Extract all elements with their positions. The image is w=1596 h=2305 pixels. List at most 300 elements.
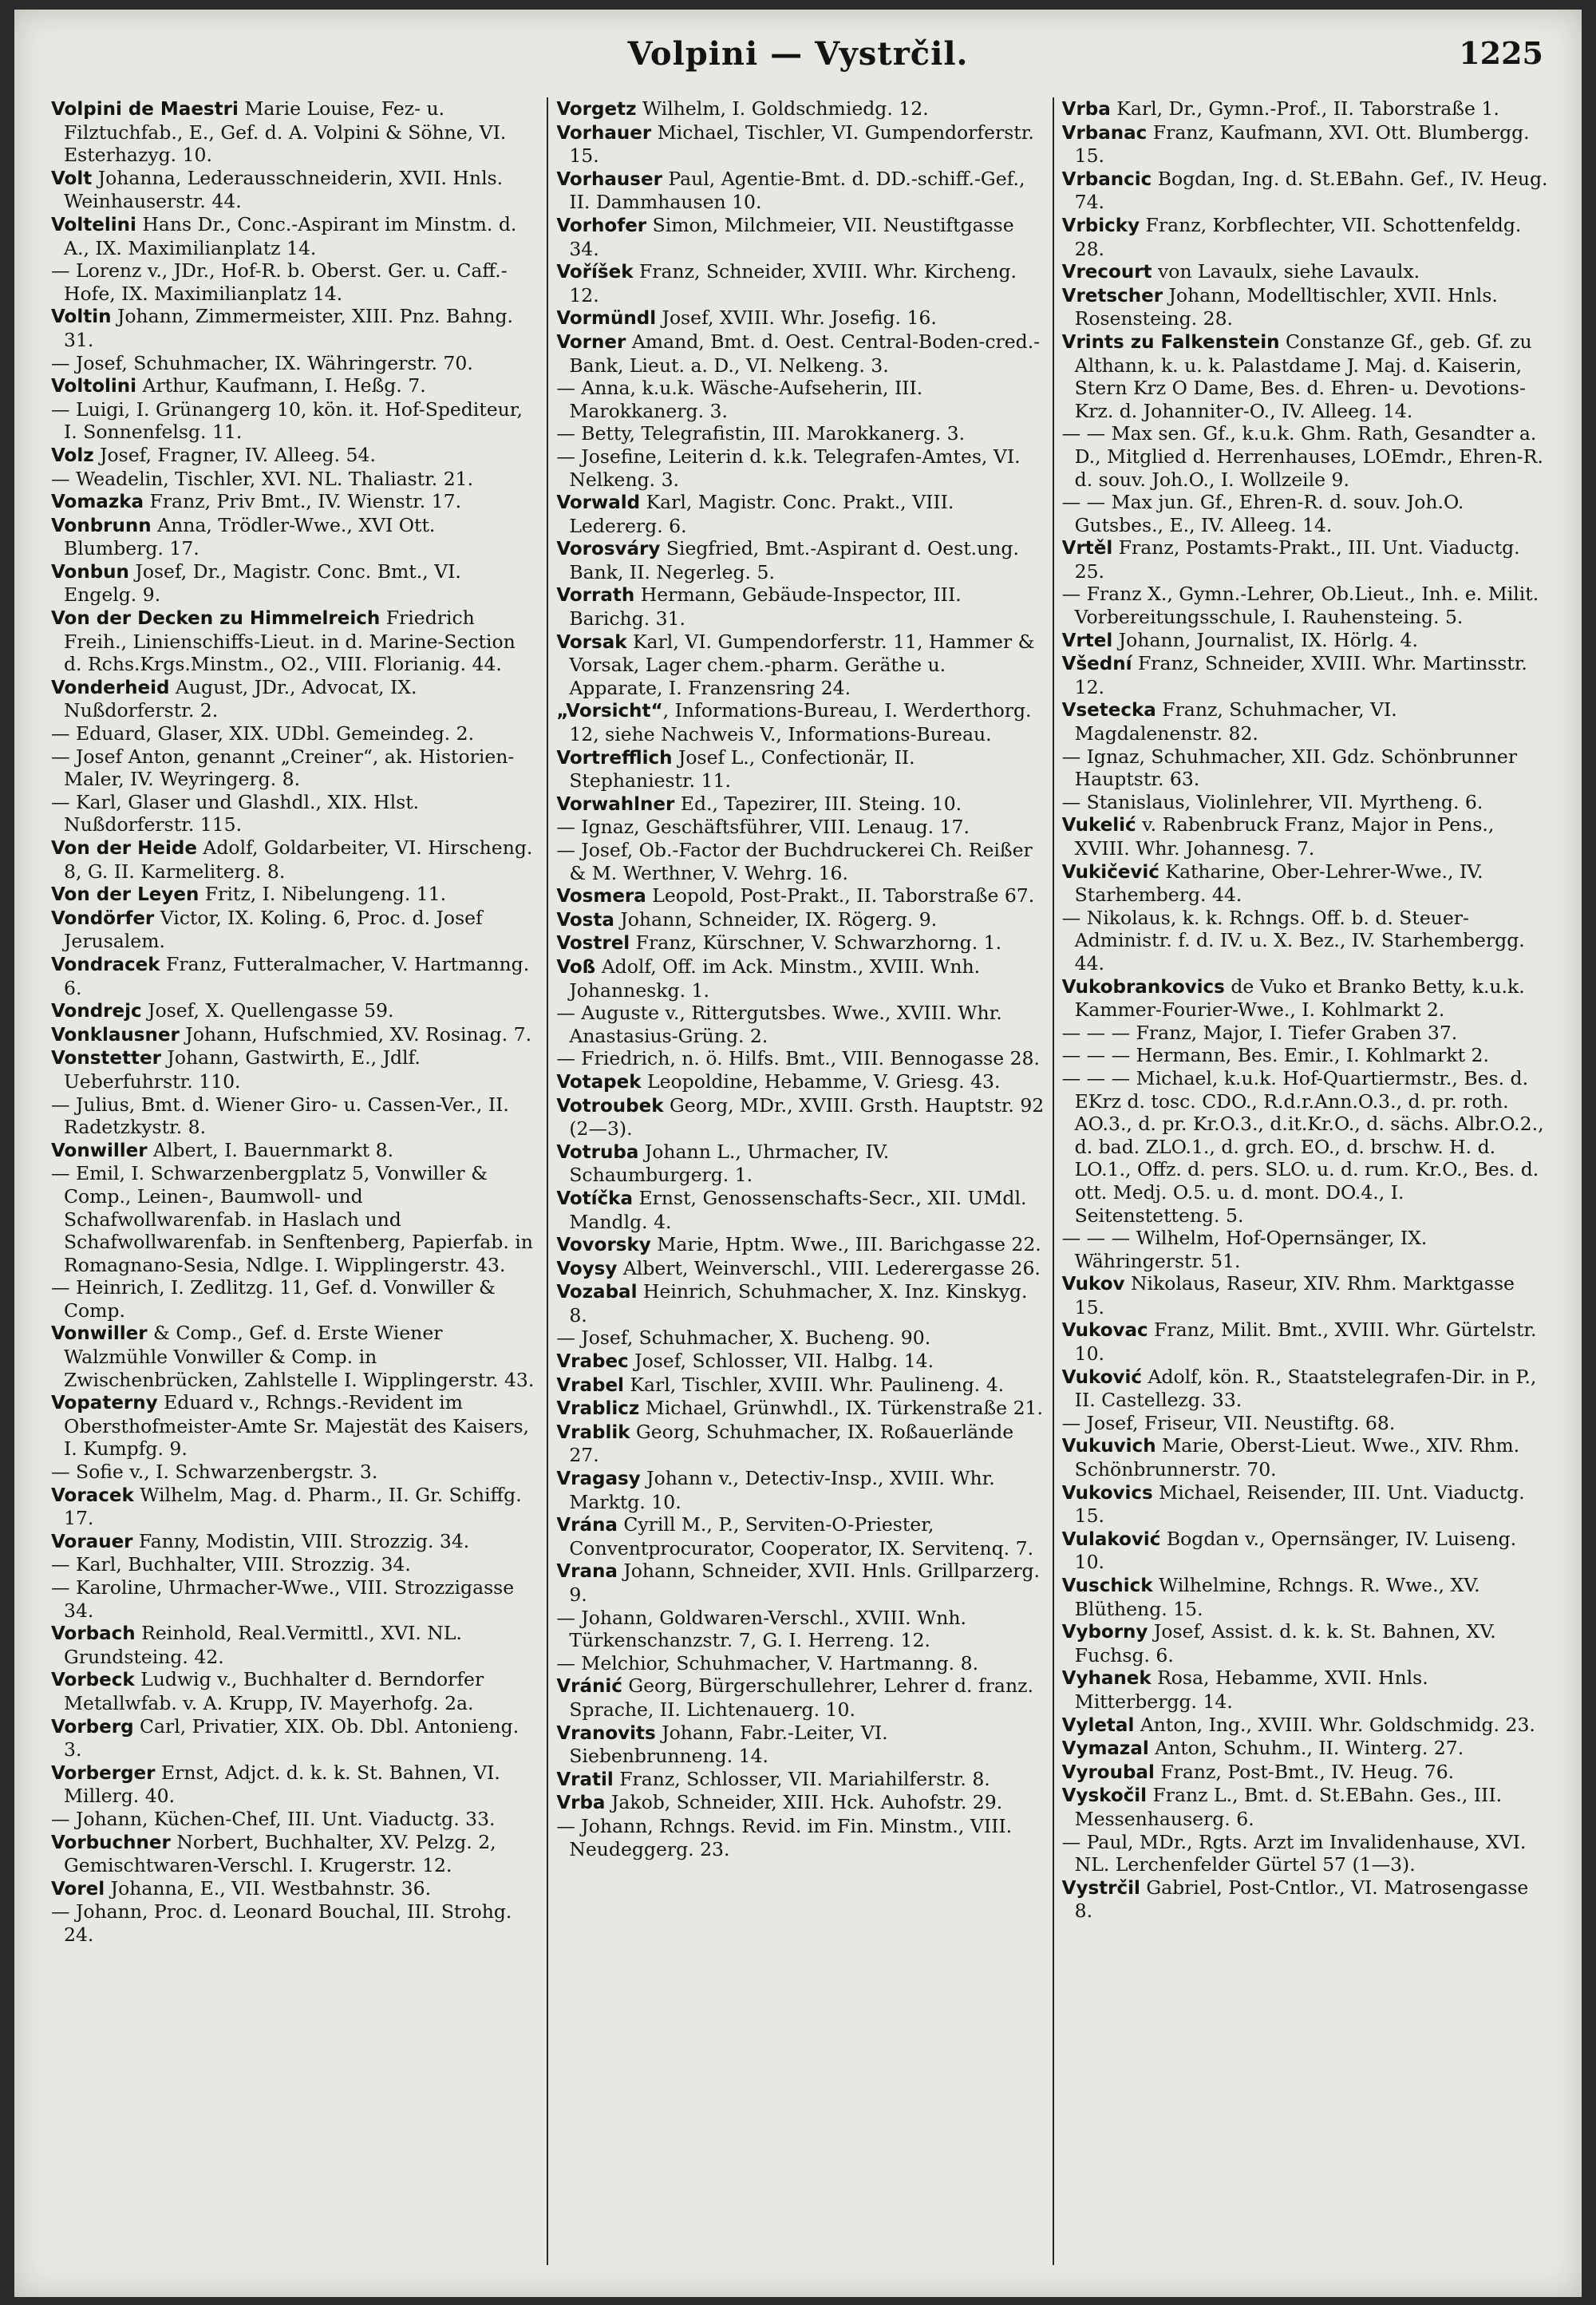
entry-text: Johann, Schneider, XVII. Hnls. Grillparzerg. 9. <box>569 1560 1041 1606</box>
directory-entry <box>556 1467 1044 1513</box>
entry-text: Fritz, I. Nibelungeng. 11. <box>199 883 447 906</box>
entry-text: Michael, Grünwhdl., IX. Türkenstraße 21. <box>639 1397 1043 1420</box>
entry-surname: Vretscher <box>1061 285 1163 306</box>
directory-entry <box>556 168 1044 214</box>
entry-text: Wilhelmine, Rchngs. R. Wwe., XV. Blütheng. 15. <box>1074 1574 1480 1620</box>
entry-text: Ed., Tapezirer, III. Steing. 10. <box>674 792 962 815</box>
entry-text: , Informations-Bureau, I. Werderthorg. 12, siehe Nachweis V., Informations-Bureau. <box>569 699 1032 746</box>
entry-text: — Lorenz v., JDr., Hof-R. b. Oberst. Ger. u. Caff.-Hofe, IX. Maximilianplatz 14. <box>51 259 508 305</box>
entry-surname: Vorner <box>556 331 626 353</box>
entry-text: — Stanislaus, Violinlehrer, VII. Myrtheng. 6. <box>1061 790 1483 813</box>
directory-entry <box>556 1560 1044 1606</box>
entry-surname: Vrablicz <box>556 1398 640 1420</box>
directory-entry <box>1062 813 1550 860</box>
entry-text: Constanze Gf., geb. Gf. zu Althann, k. u. k. Palastdame J. Maj. d. Kaiserin, Stern Krz O Dame, Bes. d. Ehren- u. Devotions-Krz. d. Johanniter-O., IV. Alleeg. 14. <box>1074 330 1532 422</box>
directory-entry <box>51 1715 539 1761</box>
entry-surname: Vyhanek <box>1061 1668 1152 1690</box>
entry-surname: Vrtel <box>1061 630 1113 651</box>
entry-surname: Vomazka <box>51 492 144 513</box>
directory-entry <box>556 1280 1044 1326</box>
entry-surname: Vosta <box>556 909 614 931</box>
entry-text: Leopold, Post-Prakt., II. Taborstraße 67. <box>646 884 1035 907</box>
directory-entry <box>51 259 539 305</box>
directory-entry <box>1062 97 1550 121</box>
entry-text: Ernst, Adjct. d. k. k. St. Bahnen, VI. Millerg. 40. <box>64 1761 500 1808</box>
directory-entry <box>51 1622 539 1668</box>
directory-entry <box>51 1553 539 1576</box>
entry-surname: Všední <box>1061 654 1132 675</box>
directory-entry <box>1062 1481 1550 1528</box>
entry-surname: Vystrčil <box>1061 1877 1140 1899</box>
directory-entry <box>1062 1412 1550 1435</box>
entry-surname: Vrba <box>556 1793 606 1814</box>
directory-entry <box>1062 652 1550 698</box>
entry-text: — Melchior, Schuhmacher, V. Hartmanng. 8. <box>556 1651 979 1674</box>
entry-surname: Vukuvich <box>1061 1436 1156 1457</box>
entry-text: — — — Michael, k.u.k. Hof-Quartiermstr., Bes. d. EKrz d. tosc. CDO., R.d.r.Ann.O.3., d. pr. roth. AO.3., d. pr. Kr.O.3., d.it.Kr.O., d. sächs. Albr.O.2., d. bad. ZLO.1., d. grch. EO., d. brschw. H. d. LO.1., Offz. d. pers. SLO. u. d. rum. Kr.O., Bes. d. ott. Medj. O.5. u. d. mont. DO.4., I. Seitenstetteng. 5. <box>1061 1066 1544 1227</box>
entry-surname: „Vorsicht“ <box>556 701 663 722</box>
entry-surname: Vulaković <box>1061 1528 1161 1550</box>
columns-container <box>43 97 1558 2265</box>
directory-entry <box>556 1070 1044 1094</box>
directory-entry <box>1062 1227 1550 1272</box>
entry-text: Karl, Dr., Gymn.-Prof., II. Taborstraße 1. <box>1110 97 1499 120</box>
entry-surname: Vukovac <box>1061 1320 1148 1342</box>
entry-surname: Voltolini <box>51 376 137 397</box>
entry-text: Franz, Kürschner, V. Schwarzhorng. 1. <box>630 931 1002 955</box>
entry-text: Paul, Agentie-Bmt. d. DD.-schiff.-Gef., II. Dammhausen 10. <box>569 167 1025 214</box>
entry-text: — Johann, Proc. d. Leonard Bouchal, III. Strohg. 24. <box>51 1900 512 1946</box>
directory-entry <box>556 1374 1044 1398</box>
directory-entry <box>556 1094 1044 1141</box>
entry-text: Josef, X. Quellengasse 59. <box>141 999 394 1022</box>
page-number: 1225 <box>1459 35 1543 71</box>
directory-entry <box>51 999 539 1023</box>
entry-text: — Friedrich, n. ö. Hilfs. Bmt., VIII. Bennogasse 28. <box>556 1047 1040 1070</box>
entry-text: — Sofie v., I. Schwarzenbergstr. 3. <box>51 1461 378 1484</box>
directory-entry <box>51 1461 539 1484</box>
directory-entry <box>1062 1737 1550 1761</box>
directory-entry <box>1062 1067 1550 1227</box>
directory-entry <box>556 793 1044 816</box>
entry-text: — Heinrich, I. Zedlitzg. 11, Gef. d. Vonwiller & Comp. <box>51 1276 496 1322</box>
directory-entry <box>51 444 539 468</box>
entry-text: Franz, Milit. Bmt., XVIII. Whr. Gürtelstr. 10. <box>1074 1319 1537 1366</box>
entry-text: Anna, Trödler-Wwe., XVI Ott. Blumberg. 17. <box>64 513 436 560</box>
directory-entry <box>556 1397 1044 1421</box>
entry-text: — — Max sen. Gf., k.u.k. Ghm. Rath, Gesandter a. D., Mitglied d. Herrenhauses, LOEmdr., Ehren-R. d. souv. Joh.O., I. Wollzeile 9. <box>1061 422 1543 491</box>
entry-text: — Johann, Goldwaren-Verschl., XVIII. Wnh. Türkenschanzstr. 7, G. I. Herreng. 12. <box>556 1606 966 1652</box>
directory-entry <box>1062 1044 1550 1067</box>
entry-surname: Vrbicky <box>1061 215 1140 236</box>
directory-entry <box>556 955 1044 1002</box>
entry-surname: Vonklausner <box>51 1024 180 1046</box>
entry-text: Ernst, Genossenschafts-Secr., XII. UMdl. Mandlg. 4. <box>569 1186 1027 1233</box>
entry-surname: Vyroubal <box>1061 1761 1155 1783</box>
entry-text: Franz, Post-Bmt., IV. Heug. 76. <box>1154 1760 1455 1783</box>
entry-surname: Von der Heide <box>51 838 197 859</box>
directory-entry <box>1062 975 1550 1022</box>
entry-surname: Vrints zu Falkenstein <box>1061 331 1280 353</box>
entry-text: — Luigi, I. Grünangerg 10, kön. it. Hof-Spediteur, I. Sonnenfelsg. 11. <box>51 397 523 444</box>
entry-surname: Vortrefflich <box>556 747 673 769</box>
directory-entry <box>1062 1876 1550 1923</box>
entry-surname: Vrba <box>1061 99 1111 120</box>
entry-text: Heinrich, Schuhmacher, X. Inz. Kinskyg. 8. <box>569 1280 1028 1326</box>
directory-entry <box>51 167 539 213</box>
entry-surname: Vonwiller <box>51 1140 148 1161</box>
directory-entry <box>556 839 1044 884</box>
entry-text: Adolf, Off. im Ack. Minstm., XVIII. Wnh. Johanneskg. 1. <box>569 955 981 1002</box>
entry-text: Johann, Hufschmied, XV. Rosinag. 7. <box>179 1022 532 1046</box>
entry-surname: Volpini de Maestri <box>51 99 239 120</box>
entry-surname: Vonstetter <box>51 1048 161 1069</box>
entry-surname: Vukov <box>1061 1274 1125 1295</box>
entry-text: Wilhelm, I. Goldschmiedg. 12. <box>636 97 929 120</box>
directory-entry <box>51 352 539 375</box>
directory-entry <box>51 1576 539 1622</box>
entry-text: Simon, Milchmeier, VII. Neustiftgasse 34. <box>569 213 1014 260</box>
running-title: Volpini — Vystrčil. <box>627 35 969 73</box>
entry-surname: Vukičević <box>1061 861 1159 883</box>
entry-text: Norbert, Buchhalter, XV. Pelzg. 2, Gemischtwaren-Verschl. I. Krugerstr. 12. <box>64 1830 496 1877</box>
entry-surname: Vrecourt <box>1061 262 1152 283</box>
entry-surname: Vorbeck <box>51 1670 135 1691</box>
entry-text: Georg, Schuhmacher, IX. Roßauerlände 27. <box>569 1420 1014 1467</box>
entry-text: Johann, Zimmermeister, XIII. Pnz. Bahng. 31. <box>64 305 513 351</box>
entry-surname: Vorwahlner <box>556 793 675 815</box>
entry-text: Victor, IX. Koling. 6, Proc. d. Josef Jerusalem. <box>64 906 483 953</box>
entry-text: Siegfried, Bmt.-Aspirant d. Oest.ung. Bank, II. Negerleg. 5. <box>569 537 1019 583</box>
directory-entry <box>556 1187 1044 1233</box>
entry-surname: Votruba <box>556 1141 639 1163</box>
entry-surname: Voříšek <box>556 262 634 283</box>
directory-entry <box>51 97 539 167</box>
entry-text: — Ignaz, Schuhmacher, XII. Gdz. Schönbrunner Hauptstr. 63. <box>1061 745 1518 791</box>
directory-entry <box>1062 791 1550 814</box>
entry-text: Josef, Schlosser, VII. Halbg. 14. <box>628 1350 934 1373</box>
entry-text: Karl, Tischler, XVIII. Whr. Paulineng. 4. <box>623 1373 1005 1396</box>
entry-text: Franz L., Bmt. d. St.EBahn. Ges., III. Messenhauserg. 6. <box>1074 1784 1503 1830</box>
entry-surname: Vorgetz <box>556 99 637 120</box>
entry-text: Anton, Schuhm., II. Winterg. 27. <box>1148 1737 1464 1760</box>
entry-text: — Josef, Schuhmacher, X. Bucheng. 90. <box>556 1326 931 1350</box>
directory-entry <box>556 1141 1044 1187</box>
entry-text: Eduard v., Rchngs.-Revident im Obersthofmeister-Amte Sr. Majestät des Kaisers, I. Kumpfg. 9. <box>64 1391 529 1461</box>
directory-entry <box>556 422 1044 445</box>
entry-text: Johann, Gastwirth, E., Jdlf. Ueberfuhrstr. 110. <box>64 1046 421 1093</box>
entry-surname: Von der Leyen <box>51 884 200 906</box>
entry-surname: Vorhauer <box>556 122 652 144</box>
directory-entry <box>556 816 1044 839</box>
entry-text: Franz, Schneider, XVIII. Whr. Martinsstr. 12. <box>1074 652 1527 698</box>
entry-surname: Vukovics <box>1061 1482 1153 1504</box>
directory-entry <box>556 746 1044 793</box>
entry-surname: Vondrejc <box>51 1001 142 1022</box>
entry-surname: Vorbach <box>51 1623 136 1645</box>
entry-surname: Vukelić <box>1061 815 1136 836</box>
entry-text: — Johann, Rchngs. Revid. im Fin. Minstm., VIII. Neudeggerg. 23. <box>556 1814 1013 1860</box>
entry-text: Marie, Oberst-Lieut. Wwe., XIV. Rhm. Schönbrunnerstr. 70. <box>1074 1434 1520 1481</box>
entry-surname: Voß <box>556 956 596 978</box>
directory-entry <box>51 607 539 676</box>
entry-surname: Vuković <box>1061 1366 1143 1388</box>
directory-entry <box>556 1326 1044 1350</box>
entry-surname: Vratil <box>556 1769 614 1790</box>
directory-entry <box>51 1276 539 1322</box>
directory-page <box>14 10 1582 2297</box>
entry-surname: Vorhauser <box>556 168 662 190</box>
entry-text: Karl, Magistr. Conc. Prakt., VIII. Ledererg. 6. <box>569 491 954 537</box>
directory-entry <box>51 907 539 953</box>
directory-entry <box>51 1162 539 1276</box>
directory-entry <box>1062 1831 1550 1876</box>
directory-entry <box>51 1391 539 1461</box>
directory-entry <box>556 306 1044 330</box>
entry-text: Johann L., Uhrmacher, IV. Schaumburgerg. 1. <box>569 1140 890 1187</box>
directory-entry <box>51 490 539 514</box>
entry-surname: Vrabec <box>556 1351 629 1373</box>
entry-text: Reinhold, Real.Vermittl., XVI. NL. Grundsteing. 42. <box>64 1622 462 1668</box>
entry-text: Johanna, Lederausschneiderin, XVII. Hnls. Weinhauserstr. 44. <box>64 166 504 213</box>
directory-entry <box>556 931 1044 955</box>
entry-surname: Vorel <box>51 1878 105 1900</box>
entry-surname: Vrana <box>556 1561 618 1583</box>
directory-entry <box>51 1808 539 1831</box>
directory-entry <box>1062 1574 1550 1620</box>
directory-entry <box>1062 583 1550 628</box>
entry-text: — Julius, Bmt. d. Wiener Giro- u. Cassen-Ver., II. Radetzkystr. 8. <box>51 1093 509 1139</box>
entry-surname: Vorsak <box>556 631 627 653</box>
entry-text: Karl, VI. Gumpendorferstr. 11, Hammer & Vorsak, Lager chem.-pharm. Geräthe u. Apparate, I. Franzensring 24. <box>569 630 1035 699</box>
entry-surname: Vukobrankovics <box>1061 976 1225 998</box>
entry-text: — Josef, Ob.-Factor der Buchdruckerei Ch. Reißer & M. Werthner, V. Wehrg. 16. <box>556 839 1033 884</box>
entry-surname: Vyskočil <box>1061 1785 1148 1807</box>
directory-entry <box>51 1093 539 1139</box>
entry-text: — Josef, Schuhmacher, IX. Währingerstr. 70. <box>51 351 473 374</box>
directory-entry <box>556 1257 1044 1281</box>
directory-entry <box>51 1023 539 1047</box>
entry-text: Wilhelm, Mag. d. Pharm., II. Gr. Schiffg. 17. <box>64 1483 522 1530</box>
entry-text: — Auguste v., Rittergutsbes. Wwe., XVIII. Whr. Anastasius-Grüng. 2. <box>556 1002 1002 1047</box>
entry-text: — Franz X., Gymn.-Lehrer, Ob.Lieut., Inh. e. Milit. Vorbereitungsschule, I. Rauhensteing. 5. <box>1061 583 1539 629</box>
directory-entry <box>556 1002 1044 1047</box>
directory-entry <box>51 1530 539 1554</box>
entry-text: Cyrill M., P., Serviten-O-Priester, Conventprocurator, Cooperator, IX. Servitenq. 7. <box>569 1513 1034 1560</box>
entry-text: Katharine, Ober-Lehrer-Wwe., IV. Starhemberg. 44. <box>1074 860 1483 907</box>
directory-entry <box>51 1484 539 1530</box>
directory-entry <box>556 121 1044 168</box>
entry-surname: Vonbun <box>51 561 129 583</box>
entry-text: Fanny, Modistin, VIII. Strozzig. 34. <box>132 1529 470 1552</box>
entry-surname: Vorbuchner <box>51 1832 171 1853</box>
directory-entry <box>1062 1272 1550 1319</box>
entry-text: Franz, Korbflechter, VII. Schottenfeldg. 28. <box>1074 213 1522 260</box>
directory-entry <box>1062 698 1550 745</box>
entry-surname: Vyletal <box>1061 1714 1135 1736</box>
entry-surname: Voltelini <box>51 214 136 235</box>
directory-entry <box>51 1877 539 1901</box>
directory-entry <box>1062 330 1550 422</box>
entry-text: Carl, Privatier, XIX. Ob. Dbl. Antonieng. 3. <box>64 1714 519 1761</box>
entry-surname: Volt <box>51 168 93 189</box>
column-2 <box>547 97 1052 2265</box>
entry-surname: Vyborny <box>1061 1622 1148 1643</box>
directory-entry <box>556 1607 1044 1652</box>
entry-surname: Vozabal <box>556 1282 638 1303</box>
entry-text: — Paul, MDr., Rgts. Arzt im Invalidenhause, XVI. NL. Lerchenfelder Gürtel 57 (1—3). <box>1061 1830 1527 1876</box>
directory-entry <box>556 1722 1044 1768</box>
entry-surname: Votapek <box>556 1071 642 1093</box>
entry-text: Albert, Weinverschl., VIII. Lederergasse 26. <box>617 1256 1041 1279</box>
entry-text: — — — Franz, Major, I. Tiefer Graben 37. <box>1061 1021 1458 1044</box>
entry-surname: Voracek <box>51 1485 134 1506</box>
entry-text: — Josef, Friseur, VII. Neustiftg. 68. <box>1061 1411 1396 1434</box>
directory-entry <box>1062 860 1550 907</box>
entry-surname: Vonwiller <box>51 1323 148 1345</box>
entry-surname: Vorrath <box>556 585 635 607</box>
directory-entry <box>556 330 1044 377</box>
entry-text: — Anna, k.u.k. Wäsche-Aufseherin, III. Marokkanerg. 3. <box>556 377 923 422</box>
entry-text: — Karl, Buchhalter, VIII. Strozzig. 34. <box>51 1553 411 1576</box>
entry-surname: Voltin <box>51 306 112 328</box>
directory-entry <box>1062 1528 1550 1574</box>
directory-entry <box>51 791 539 836</box>
entry-surname: Vondörfer <box>51 907 155 929</box>
column-3 <box>1053 97 1558 2265</box>
directory-entry <box>51 836 539 883</box>
entry-text: Johann v., Detectiv-Insp., XVIII. Whr. Marktg. 10. <box>569 1467 995 1513</box>
directory-entry <box>51 745 539 791</box>
directory-entry <box>51 722 539 745</box>
entry-surname: Vorhofer <box>556 215 647 236</box>
directory-entry <box>51 676 539 722</box>
directory-entry <box>556 583 1044 630</box>
entry-text: Franz, Futteralmacher, V. Hartmanng. 6. <box>64 952 530 999</box>
directory-entry <box>1062 745 1550 791</box>
entry-surname: Vorberg <box>51 1716 134 1738</box>
entry-text: — Karoline, Uhrmacher-Wwe., VIII. Strozzigasse 34. <box>51 1576 515 1622</box>
directory-entry <box>556 1815 1044 1860</box>
directory-entry <box>51 398 539 444</box>
entry-text: — — — Wilhelm, Hof-Opernsänger, IX. Währingerstr. 51. <box>1061 1227 1428 1272</box>
page-header <box>46 32 1550 88</box>
entry-surname: Vrabel <box>556 1374 624 1396</box>
directory-entry <box>51 883 539 907</box>
directory-entry <box>1062 1366 1550 1412</box>
entry-text: — Nikolaus, k. k. Rchngs. Off. b. d. Steuer-Administr. f. d. IV. u. X. Bez., IV. Starhembergg. 44. <box>1061 906 1525 975</box>
entry-text: — Weadelin, Tischler, XVI. NL. Thaliastr. 21. <box>51 467 474 490</box>
directory-entry <box>556 1674 1044 1721</box>
directory-entry <box>556 1513 1044 1560</box>
directory-entry <box>51 1322 539 1391</box>
entry-surname: Vormündl <box>556 308 657 330</box>
entry-text: Marie, Hptm. Wwe., III. Barichgasse 22. <box>650 1233 1041 1256</box>
directory-entry <box>556 884 1044 908</box>
directory-entry <box>556 1233 1044 1257</box>
directory-entry <box>556 260 1044 306</box>
entry-surname: Vondracek <box>51 954 160 975</box>
directory-entry <box>556 97 1044 121</box>
entry-text: Adolf, Goldarbeiter, VI. Hirscheng. 8, G. II. Karmeliterg. 8. <box>64 836 533 883</box>
entry-surname: Voysy <box>556 1258 618 1279</box>
entry-text: Friedrich Freih., Linienschiffs-Lieut. in d. Marine-Section d. Rchs.Krgs.Minstm., O2., VIII. Florianig. 44. <box>64 607 516 676</box>
entry-text: & Comp., Gef. d. Erste Wiener Walzmühle Vonwiller & Comp. in Zwischenbrücken, Zahlstelle I. Wipplingerstr. 43. <box>64 1322 535 1391</box>
entry-surname: Votíčka <box>556 1188 634 1209</box>
entry-surname: Von der Decken zu Himmelreich <box>51 608 381 630</box>
entry-text: Franz, Schuhmacher, VI. Magdalenenstr. 82. <box>1074 698 1397 745</box>
directory-entry <box>556 445 1044 491</box>
entry-text: Bogdan, Ing. d. St.EBahn. Gef., IV. Heug. 74. <box>1074 167 1548 214</box>
entry-text: Leopoldine, Hebamme, V. Griesg. 43. <box>641 1069 1001 1093</box>
entry-text: Amand, Bmt. d. Oest. Central-Boden-cred.-Bank, Lieut. a. D., VI. Nelkeng. 3. <box>569 330 1041 377</box>
entry-text: Franz, Schlosser, VII. Mariahilferstr. 8. <box>613 1767 990 1790</box>
directory-entry <box>556 377 1044 422</box>
entry-text: v. Rabenbruck Franz, Major in Pens., XVIII. Whr. Johannesg. 7. <box>1074 813 1495 860</box>
entry-text: von Lavaulx, siehe Lavaulx. <box>1152 260 1420 283</box>
entry-text: Johann, Fabr.-Leiter, VI. Siebenbrunneng. 14. <box>569 1721 888 1768</box>
entry-text: Bogdan v., Opernsänger, IV. Luiseng. 10. <box>1074 1527 1517 1574</box>
entry-surname: Votroubek <box>556 1095 664 1117</box>
directory-entry <box>51 1831 539 1877</box>
entry-text: Josef L., Confectionär, II. Stephaniestr. 11. <box>569 745 915 793</box>
directory-entry <box>1062 907 1550 975</box>
directory-entry <box>1062 1761 1550 1785</box>
directory-entry <box>1062 260 1550 284</box>
entry-surname: Vrablik <box>556 1421 630 1443</box>
directory-entry <box>1062 214 1550 260</box>
entry-text: Marie Louise, Fez- u. Filztuchfab., E., Gef. d. A. Volpini & Söhne, VI. Esterhazyg. 10. <box>64 97 507 167</box>
directory-entry <box>51 468 539 491</box>
directory-entry <box>556 1791 1044 1815</box>
entry-text: Rosa, Hebamme, XVII. Hnls. Mitterbergg. 14. <box>1074 1666 1428 1713</box>
directory-entry <box>1062 1319 1550 1365</box>
entry-surname: Vrána <box>556 1515 618 1536</box>
directory-entry <box>1062 536 1550 583</box>
entry-surname: Vymazal <box>1061 1738 1149 1760</box>
directory-entry <box>556 1652 1044 1675</box>
directory-entry <box>1062 422 1550 491</box>
entry-surname: Vsetecka <box>1061 700 1156 722</box>
entry-surname: Vorberger <box>51 1762 156 1784</box>
entry-text: Jakob, Schneider, XIII. Hck. Auhofstr. 29. <box>605 1791 1003 1814</box>
directory-entry <box>1062 1620 1550 1666</box>
directory-entry <box>556 1768 1044 1792</box>
entry-text: — — Max jun. Gf., Ehren-R. d. souv. Joh.O. Gutsbes., E., IV. Alleeg. 14. <box>1061 491 1464 536</box>
entry-text: Josef, Dr., Magistr. Conc. Bmt., VI. Engelg. 9. <box>64 559 461 607</box>
entry-text: Johanna, E., VII. Westbahnstr. 36. <box>105 1876 432 1900</box>
directory-entry <box>556 537 1044 583</box>
directory-entry <box>51 1046 539 1093</box>
directory-entry <box>556 1047 1044 1070</box>
directory-entry <box>51 1900 539 1946</box>
directory-entry <box>1062 121 1550 168</box>
directory-entry <box>51 305 539 351</box>
entry-text: de Vuko et Branko Betty, k.u.k. Kammer-Fourier-Wwe., I. Kohlmarkt 2. <box>1074 975 1525 1022</box>
column-1 <box>43 97 547 2265</box>
directory-entry <box>51 1761 539 1808</box>
entry-text: — Josefine, Leiterin d. k.k. Telegrafen-Amtes, VI. Nelkeng. 3. <box>556 445 1021 491</box>
entry-surname: Vosmera <box>556 886 646 907</box>
entry-text: Franz, Kaufmann, XVI. Ott. Blumbergg. 15. <box>1074 121 1530 168</box>
entry-surname: Vopaterny <box>51 1393 158 1414</box>
entry-text: Albert, I. Bauernmarkt 8. <box>147 1138 394 1161</box>
directory-entry <box>1062 491 1550 536</box>
entry-surname: Vorosváry <box>556 539 661 560</box>
entry-text: Arthur, Kaufmann, I. Heßg. 7. <box>136 374 426 397</box>
entry-text: — — — Hermann, Bes. Emir., I. Kohlmarkt 2. <box>1061 1044 1489 1067</box>
directory-entry <box>51 560 539 607</box>
